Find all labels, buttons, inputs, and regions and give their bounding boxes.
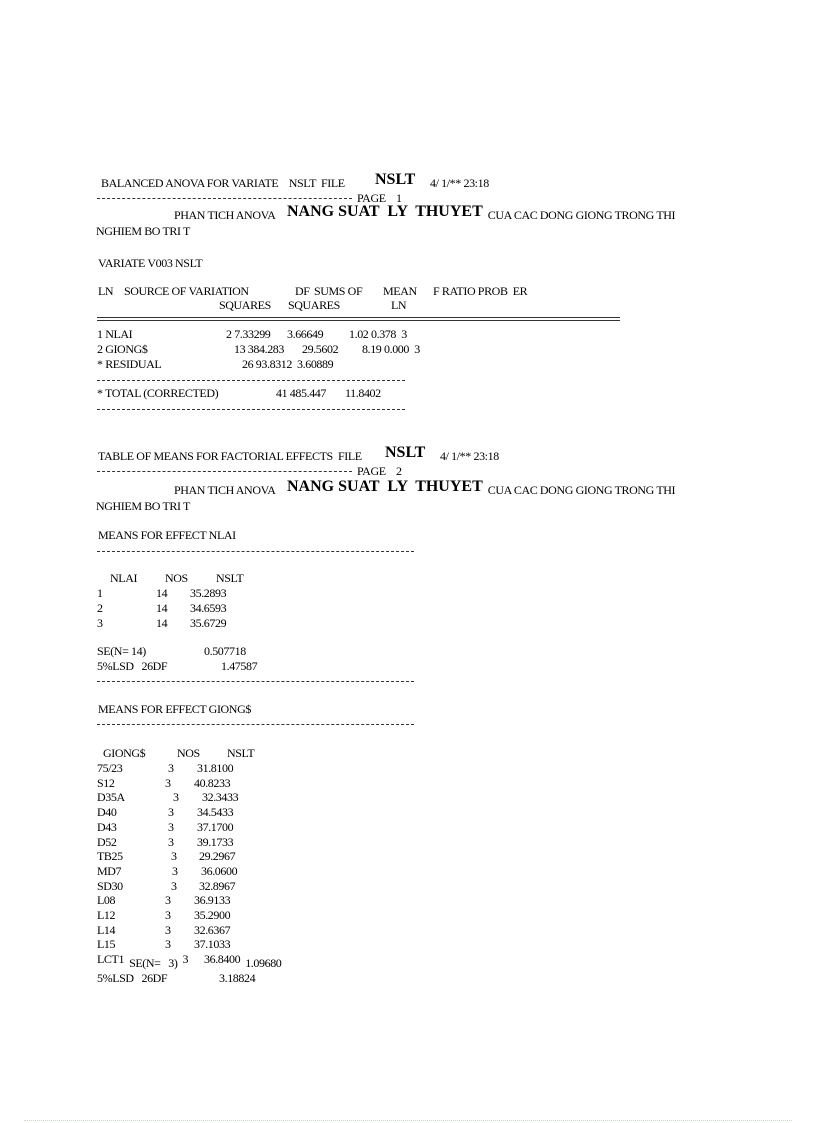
header-ln: LN: [98, 284, 114, 298]
row-source: * TOTAL (CORRECTED): [97, 386, 219, 400]
row-value: 35.6729: [190, 616, 227, 630]
row-value: 32.8967: [199, 879, 236, 893]
row-label: L14: [97, 923, 116, 937]
subtitle: PHAN TICH ANOVA: [174, 208, 276, 222]
row-label: D35A: [97, 790, 125, 804]
subtitle-cont: NGHIEM BO TRI T: [96, 499, 190, 513]
row-nos: 3: [165, 893, 171, 907]
row-nos: 3: [171, 879, 177, 893]
header-sums: SUMS OF: [314, 284, 363, 298]
divider: [97, 409, 405, 410]
row-label: 3: [97, 616, 103, 630]
header-squares: SQUARES: [288, 298, 340, 312]
header-df: DF: [295, 284, 310, 298]
divider: [97, 471, 352, 472]
nlai-title: MEANS FOR EFFECT NLAI: [98, 528, 236, 542]
header-ln2: LN: [391, 298, 407, 312]
se-value: 1.09680: [245, 956, 282, 970]
row-nos: 3: [168, 835, 174, 849]
variate-label: VARIATE V003 NSLT: [98, 256, 203, 270]
row-label: LCT1: [97, 952, 125, 966]
header-mean: MEAN: [383, 284, 417, 298]
row-nos: 3: [168, 820, 174, 834]
subtitle-rest: CUA CAC DONG GIONG TRONG THI: [487, 208, 676, 222]
row-label: L08: [97, 893, 116, 907]
file-name: NSLT: [385, 444, 426, 461]
nlai-header: NLAI: [110, 571, 138, 585]
row-label: 75/23: [97, 761, 123, 775]
row-nos: 3: [172, 864, 178, 878]
subtitle-cont: NGHIEM BO TRI T: [96, 224, 190, 238]
row-value: 37.1033: [194, 937, 231, 951]
row-source: * RESIDUAL: [97, 357, 162, 371]
datetime: 4/ 1/** 23:18: [440, 449, 499, 463]
anova-title: BALANCED ANOVA FOR VARIATE NSLT FILE: [101, 176, 345, 190]
row-nos: 3: [168, 761, 174, 775]
divider: [97, 380, 405, 381]
row-source: 1 NLAI: [97, 327, 133, 341]
page-border: [24, 1120, 792, 1121]
row-df-ss: 13 384.283: [234, 342, 285, 356]
nlai-header: NOS: [165, 571, 188, 585]
header-source: SOURCE OF VARIATION: [124, 284, 249, 298]
row-value: 40.8233: [194, 776, 231, 790]
row-source: 2 GIONG$: [97, 342, 148, 356]
row-value: 32.3433: [202, 790, 239, 804]
row-label: D40: [97, 805, 117, 819]
row-label: L12: [97, 908, 116, 922]
divider: [97, 681, 414, 682]
row-label: MD7: [97, 864, 122, 878]
se-label: SE(N= 14): [97, 644, 146, 658]
row-f: 8.19 0.000 3: [362, 342, 420, 356]
row-value: 29.2967: [199, 849, 236, 863]
row-value: 32.6367: [194, 923, 231, 937]
row-label: SD30: [97, 879, 123, 893]
giong-header: GIONG$: [103, 746, 146, 760]
means-title: TABLE OF MEANS FOR FACTORIAL EFFECTS FILE: [98, 449, 362, 463]
double-divider: [97, 317, 620, 321]
row-value: 37.1700: [197, 820, 234, 834]
row-nos: 3: [165, 937, 171, 951]
subtitle: PHAN TICH ANOVA: [174, 483, 276, 497]
row-label: D43: [97, 820, 117, 834]
divider: [97, 198, 352, 199]
file-name: NSLT: [375, 171, 416, 188]
row-nos: 3: [165, 776, 171, 790]
row-ms: 11.8402: [345, 386, 381, 400]
subtitle-rest: CUA CAC DONG GIONG TRONG THI: [487, 483, 676, 497]
divider: [97, 551, 414, 552]
row-label: 1: [97, 586, 103, 600]
row-label: 2: [97, 601, 103, 615]
se-value: 0.507718: [204, 644, 246, 658]
row-value: 31.8100: [197, 761, 234, 775]
row-nos: 3: [168, 805, 174, 819]
row-label: TB25: [97, 849, 123, 863]
row-ms: 3.60889: [297, 357, 334, 371]
nlai-header: NSLT: [216, 571, 244, 585]
row-nos: 3: [165, 923, 171, 937]
header-squares: SQUARES: [219, 298, 271, 312]
datetime: 4/ 1/** 23:18: [430, 176, 489, 190]
subtitle-bold: NANG SUAT LY THUYET: [287, 203, 483, 220]
row-value: 35.2893: [190, 586, 227, 600]
row-df-ss: 2 7.33299: [226, 327, 271, 341]
row-nos: 3: [182, 952, 189, 966]
row-label: S12: [97, 776, 115, 790]
row-ms: 3.66649: [287, 327, 324, 341]
giong-header: NSLT: [227, 746, 255, 760]
row-nos: 3: [171, 849, 177, 863]
lsd-value: 3.18824: [219, 971, 256, 985]
divider: [97, 724, 414, 725]
row-nos: 14: [156, 586, 168, 600]
row-value: 36.9133: [194, 893, 231, 907]
giong-title: MEANS FOR EFFECT GIONG$: [98, 702, 251, 716]
row-df-ss: 41 485.447: [276, 386, 327, 400]
lsd-value: 1.47587: [221, 659, 258, 673]
giong-header: NOS: [177, 746, 200, 760]
header-fratio: F RATIO PROB ER: [433, 284, 528, 298]
row-label: D52: [97, 835, 117, 849]
se-label: SE(N= 3): [129, 956, 178, 970]
row-value: 34.5433: [197, 805, 234, 819]
row-value: 34.6593: [190, 601, 227, 615]
subtitle-bold: NANG SUAT LY THUYET: [287, 478, 483, 495]
row-nos: 3: [173, 790, 179, 804]
row-value: 36.8400: [204, 952, 241, 966]
row-f: 1.02 0.378 3: [349, 327, 407, 341]
lsd-label: 5%LSD 26DF: [97, 659, 168, 673]
row-value: 39.1733: [197, 835, 234, 849]
page-number: PAGE 1: [357, 191, 402, 205]
row-value: 35.2900: [194, 908, 231, 922]
row-df-ss: 26 93.8312: [242, 357, 293, 371]
row-ms: 29.5602: [302, 342, 339, 356]
row-label: L15: [97, 937, 116, 951]
lsd-label: 5%LSD 26DF: [97, 971, 168, 985]
row-nos: 14: [156, 616, 168, 630]
page-number: PAGE 2: [357, 464, 402, 478]
row-nos: 14: [156, 601, 168, 615]
row-nos: 3: [165, 908, 171, 922]
row-value: 36.0600: [201, 864, 238, 878]
